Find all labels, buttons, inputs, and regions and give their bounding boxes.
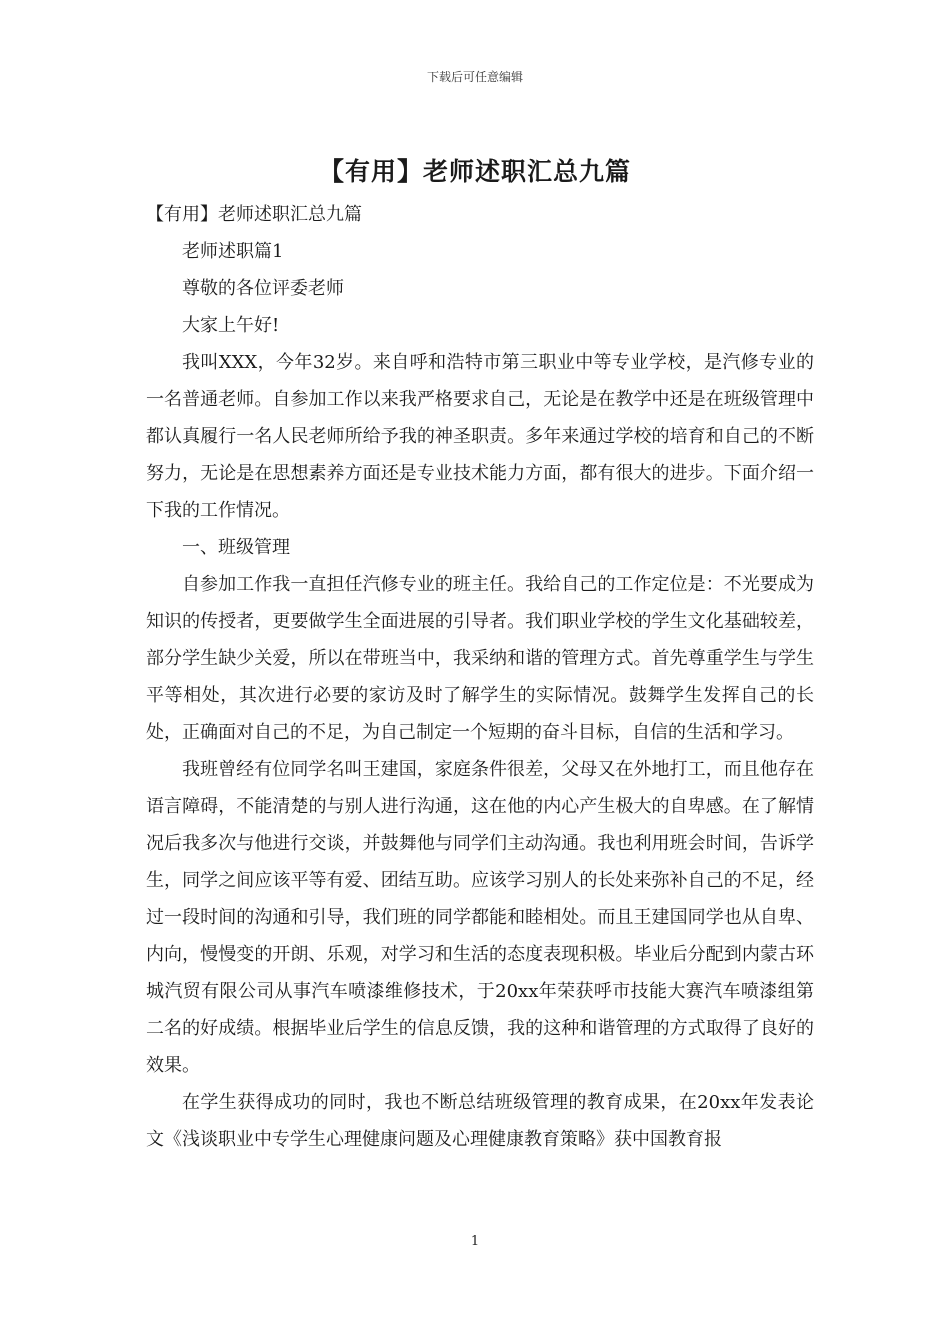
paragraph: 自参加工作我一直担任汽修专业的班主任。我给自己的工作定位是：不光要成为知识的传授者，更要做学生全面进展的引导者。我们职业学校的学生文化基础较差，部分学生缺少关爱，所以在带班当中，我采纳和谐的管理方式。首先尊重学生与学生平等相处，其次进行必要的家访及时了解学生的实际情况。鼓舞学生发挥自己的长处，正确面对自己的不足，为自己制定一个短期的奋斗目标，自信的生活和学习。 <box>146 574 814 743</box>
paragraph: 在学生获得成功的同时，我也不断总结班级管理的教育成果，在20xx年发表论文《浅谈职业中专学生心理健康问题及心理健康教育策略》获中国教育报 <box>146 1092 814 1150</box>
document-body <box>146 196 814 1158</box>
header-note: 下载后可任意编辑 <box>426 70 523 84</box>
paragraph: 我班曾经有位同学名叫王建国，家庭条件很差，父母又在外地打工，而且他存在语言障碍，不能清楚的与别人进行沟通，这在他的内心产生极大的自卑感。在了解情况后我多次与他进行交谈，并鼓舞他与同学们主动沟通。我也利用班会时间，告诉学生，同学之间应该平等有爱、团结互助。应该学习别人的长处来弥补自己的不足，经过一段时间的沟通和引导，我们班的同学都能和睦相处。而且王建国同学也从自卑、内向，慢慢变的开朗、乐观，对学习和生活的态度表现积极。毕业后分配到内蒙古环城汽贸有限公司从事汽车喷漆维修技术，于20xx年荣获呼市技能大赛汽车喷漆组第二名的好成绩。根据毕业后学生的信息反馈，我的这种和谐管理的方式取得了良好的效果。 <box>146 759 814 1076</box>
section-heading: 一、班级管理 <box>182 537 290 558</box>
paragraph: 我叫XXX，今年32岁。来自呼和浩特市第三职业中等专业学校，是汽修专业的一名普通老师。自参加工作以来我严格要求自己，无论是在教学中还是在班级管理中都认真履行一名人民老师所给予我的神圣职责。多年来通过学校的培育和自己的不断努力，无论是在思想素养方面还是专业技术能力方面，都有很大的进步。下面介绍一下我的工作情况。 <box>146 352 814 521</box>
document-title: 【有用】老师述职汇总九篇 <box>318 157 631 186</box>
paragraph: 尊敬的各位评委老师 <box>182 278 344 299</box>
page-number: 1 <box>470 1234 480 1249</box>
paragraph: 老师述职篇1 <box>182 241 284 262</box>
paragraph: 【有用】老师述职汇总九篇 <box>146 204 362 225</box>
paragraph: 大家上午好! <box>182 315 280 336</box>
